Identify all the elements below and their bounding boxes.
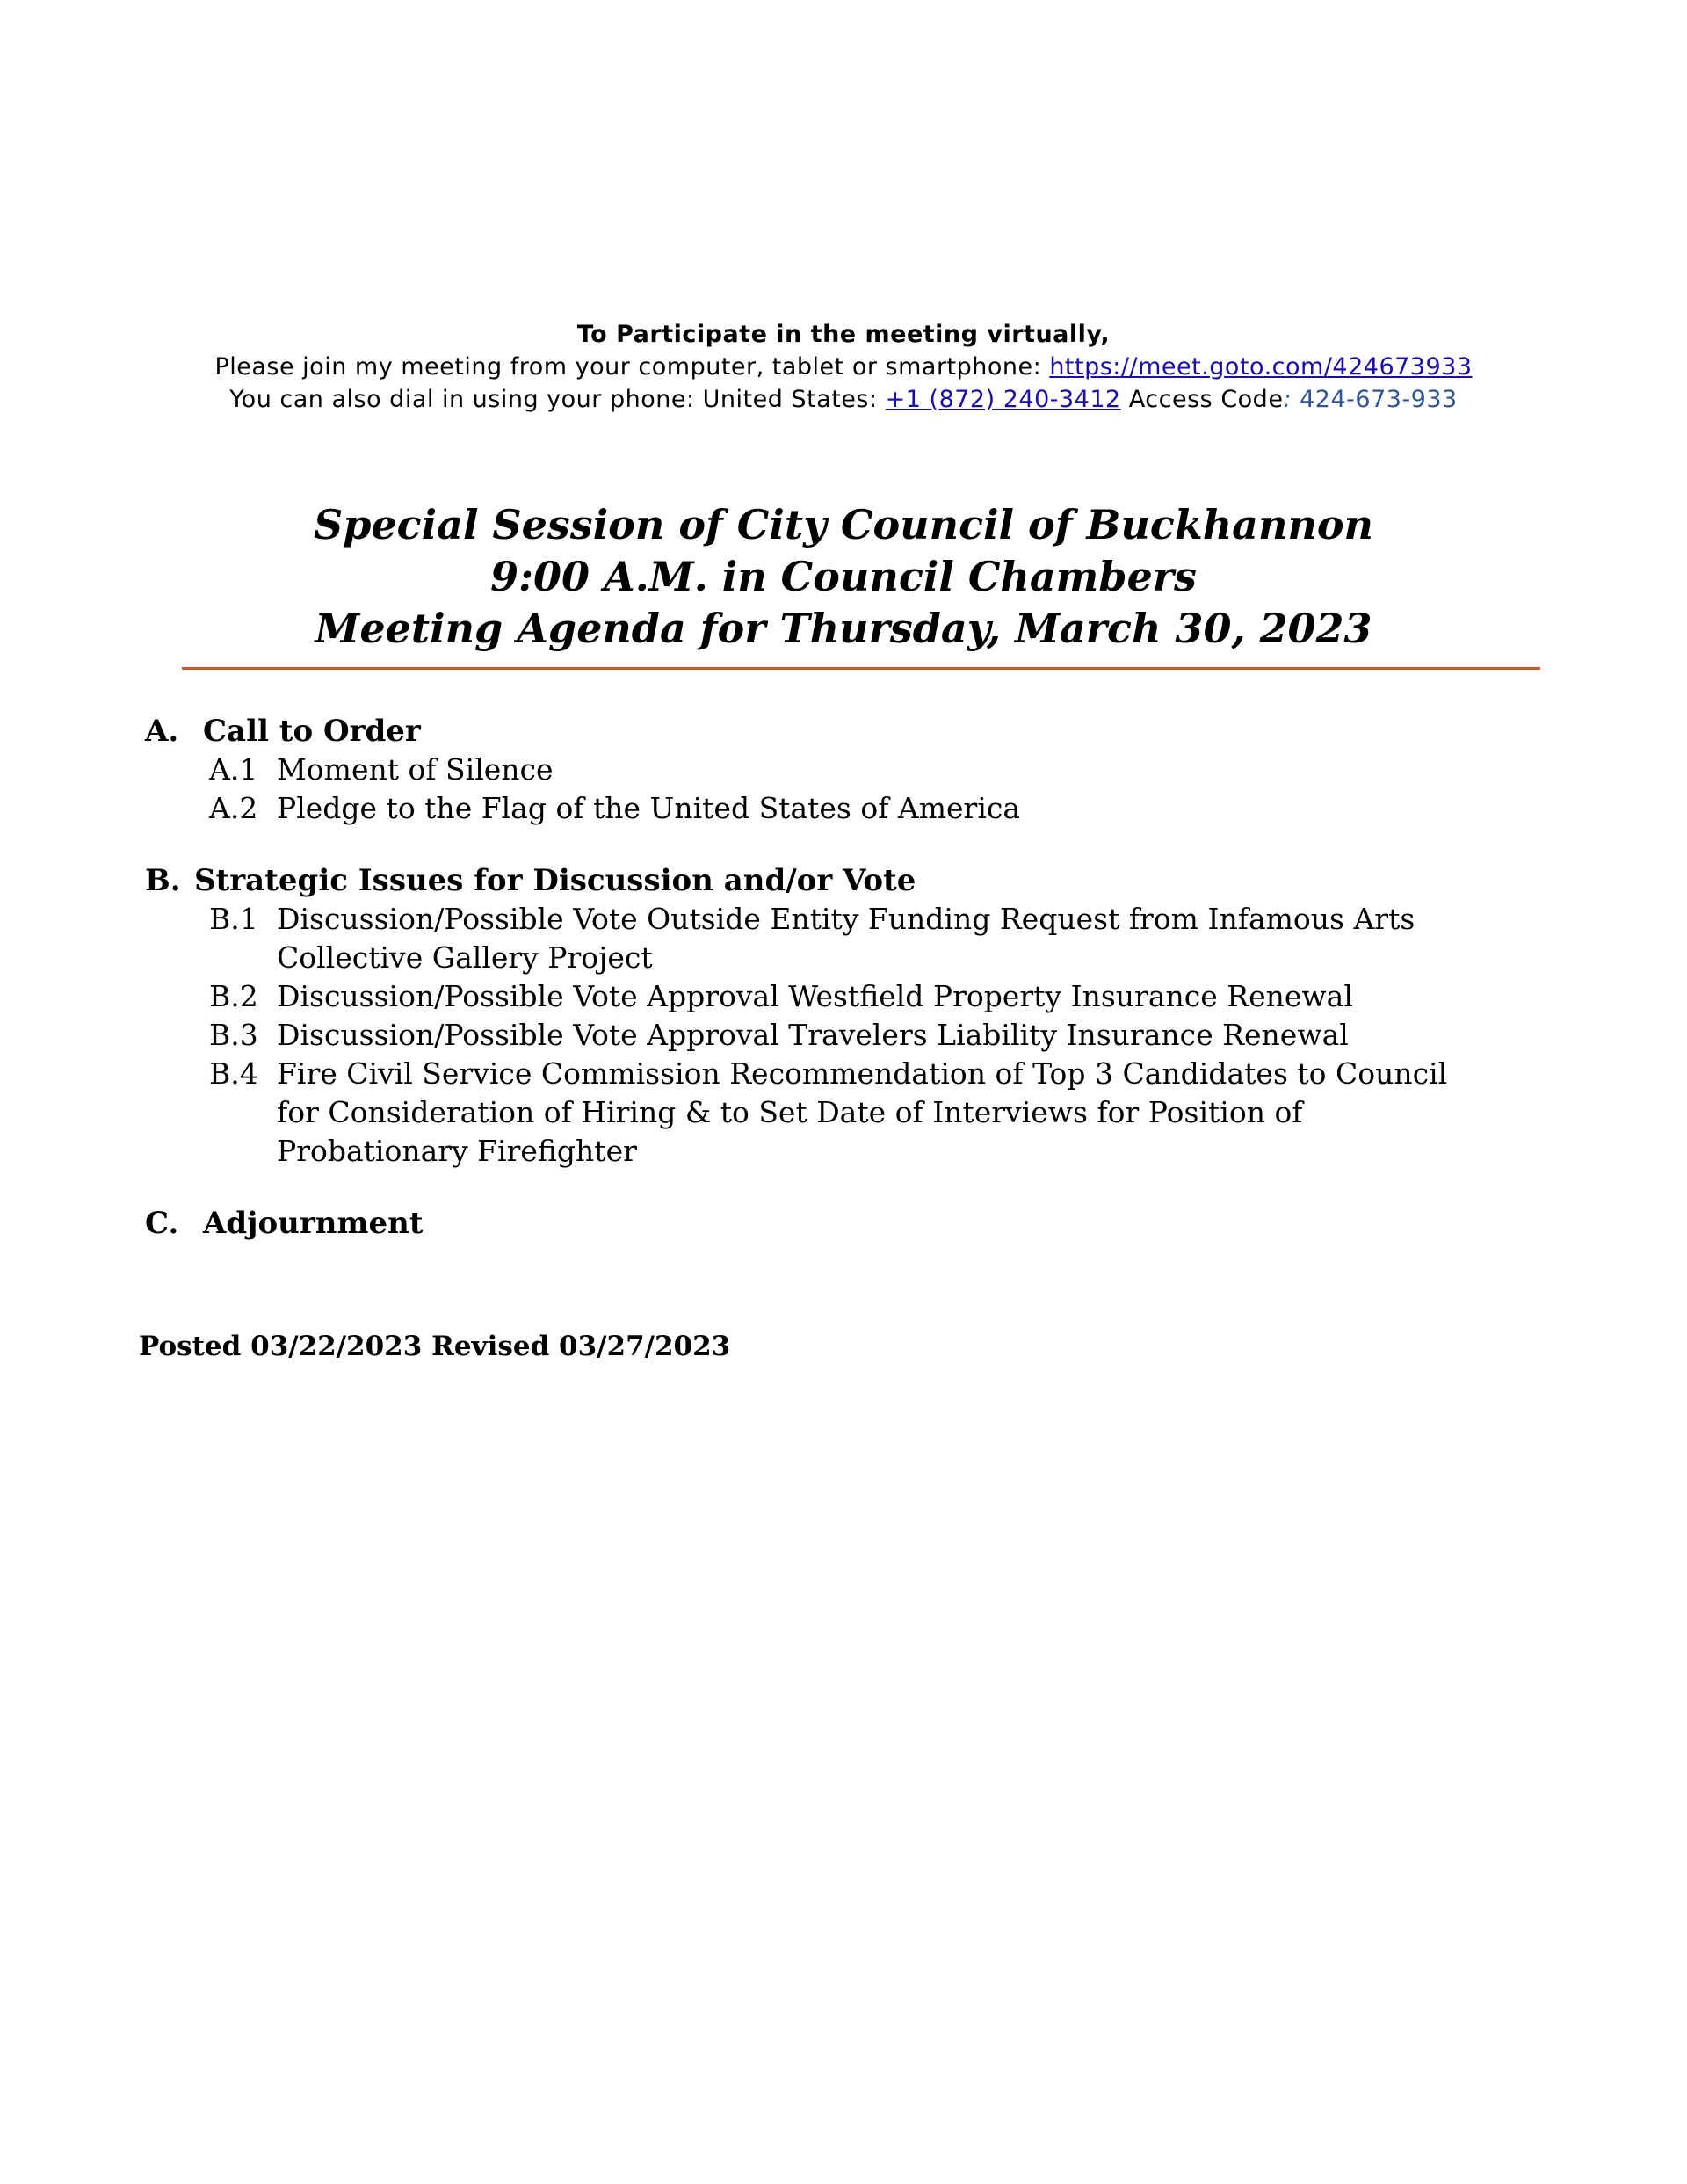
dial-prefix: You can also dial in using your phone: United States: bbox=[229, 386, 886, 413]
item-text: Discussion/Possible Vote Approval Travelers Liability Insurance Renewal bbox=[277, 1018, 1349, 1052]
access-code-colon: : bbox=[1283, 386, 1292, 413]
session-title-line-1: Special Session of City Council of Buckhannon bbox=[314, 501, 1373, 548]
item-number: A.2 bbox=[209, 791, 258, 825]
title-divider bbox=[182, 667, 1540, 670]
item-text: Fire Civil Service Commission Recommendation of Top 3 Candidates to Council for Consideration of Hiring & to Set Date of Interviews for Position of Probationary Firefighter bbox=[277, 1056, 1448, 1168]
agenda-section-b bbox=[145, 861, 1516, 1171]
section-title: Call to Order bbox=[203, 714, 421, 749]
session-title-line-2: 9:00 A.M. in Council Chambers bbox=[490, 553, 1197, 600]
session-title-line-3: Meeting Agenda for Thursday, March 30, 2023 bbox=[315, 605, 1372, 652]
agenda-item bbox=[209, 977, 1516, 1016]
agenda-item bbox=[209, 789, 1516, 828]
item-number: B.4 bbox=[209, 1056, 258, 1091]
virtual-title: To Participate in the meeting virtually, bbox=[576, 321, 1111, 348]
virtual-participation-block bbox=[0, 318, 1687, 416]
agenda-section-a bbox=[145, 712, 1516, 828]
section-title: Strategic Issues for Discussion and/or Vote bbox=[194, 863, 916, 898]
agenda-item bbox=[209, 900, 1516, 977]
section-items bbox=[209, 900, 1516, 1171]
section-letter: A. bbox=[145, 714, 179, 749]
section-heading bbox=[145, 712, 1516, 751]
section-heading bbox=[145, 861, 1516, 900]
agenda bbox=[145, 712, 1516, 1276]
access-code-label: Access Code bbox=[1120, 386, 1284, 413]
item-text: Moment of Silence bbox=[277, 752, 554, 787]
phone-link[interactable]: +1 (872) 240-3412 bbox=[885, 386, 1121, 413]
agenda-section-c bbox=[145, 1204, 1516, 1243]
item-text: Discussion/Possible Vote Approval Westfield Property Insurance Renewal bbox=[277, 979, 1353, 1013]
agenda-item bbox=[209, 1016, 1516, 1055]
section-heading bbox=[145, 1204, 1516, 1243]
dial-line bbox=[0, 383, 1687, 416]
meeting-link[interactable]: https://meet.goto.com/424673933 bbox=[1049, 353, 1473, 381]
agenda-item bbox=[209, 751, 1516, 789]
section-title: Adjournment bbox=[203, 1206, 424, 1241]
item-number: A.1 bbox=[209, 752, 258, 787]
item-number: B.3 bbox=[209, 1018, 258, 1052]
join-prefix: Please join my meeting from your computer, tablet or smartphone: bbox=[214, 353, 1050, 381]
item-text: Pledge to the Flag of the United States of America bbox=[277, 791, 1021, 825]
join-line bbox=[0, 351, 1687, 383]
item-text: Discussion/Possible Vote Outside Entity Funding Request from Infamous Arts Collective Gallery Project bbox=[277, 902, 1415, 975]
section-letter: C. bbox=[145, 1206, 179, 1241]
section-items bbox=[209, 751, 1516, 828]
section-letter: B. bbox=[145, 863, 181, 898]
session-title bbox=[0, 499, 1687, 655]
posted-revised-date: Posted 03/22/2023 Revised 03/27/2023 bbox=[139, 1331, 731, 1362]
access-code: 424-673-933 bbox=[1292, 386, 1458, 413]
item-number: B.1 bbox=[209, 902, 258, 936]
agenda-item bbox=[209, 1055, 1516, 1171]
item-number: B.2 bbox=[209, 979, 258, 1013]
